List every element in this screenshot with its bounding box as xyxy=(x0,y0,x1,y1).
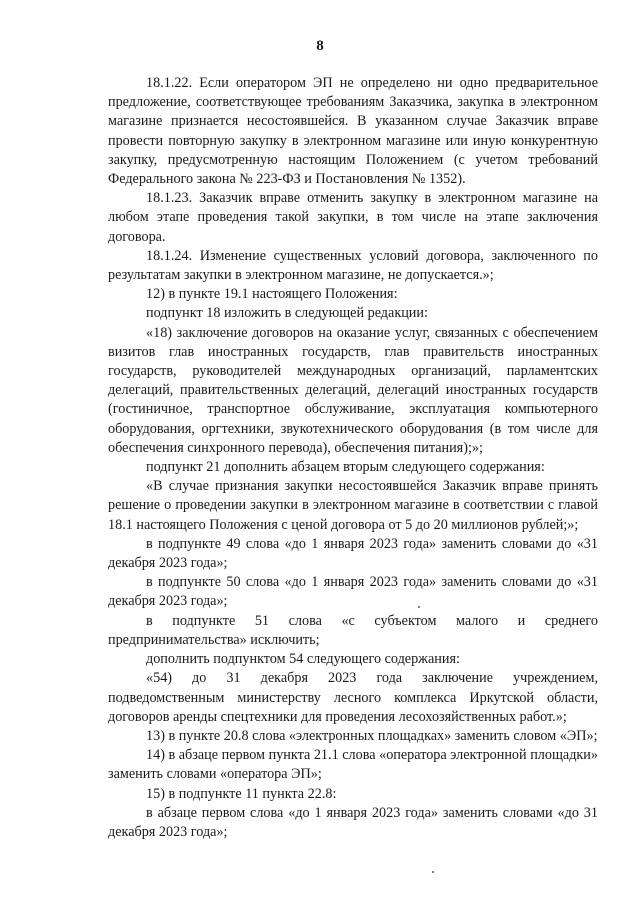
scan-speck xyxy=(432,871,434,873)
paragraph-item-14: 14) в абзаце первом пункта 21.1 слова «оператора электронной площадки» заменить словами «оператора ЭП»; xyxy=(108,747,598,783)
paragraph-subitem-50: в подпункте 50 слова «до 1 января 2023 года» заменить словами до «31 декабря 2023 года»; xyxy=(108,574,598,610)
paragraph-subitem-21-intro: подпункт 21 дополнить абзацем вторым следующего содержания: xyxy=(146,459,545,476)
paragraph-subitem-18-text: «18) заключение договоров на оказание услуг, связанных с обеспечением визитов глав иностранных государств, глав правительств иностранных государств, руководителей международных организаций, парламентских делегаций, правительственных делегаций, делегаций иностранных государств (гостиничное, транспортное обслуживание, эксплуатация компьютерного оборудования, оргтехники, звукотехнического оборудования (в том числе для обеспечения синхронного перевода), обеспечения питания);»; xyxy=(108,324,598,456)
paragraph-subitem-21-text: «В случае признания закупки несостоявшейся Заказчик вправе принять решение о проведении закупки в электронном магазине в соответствии с главой 18.1 настоящего Положения с ценой договора от 5 до 20 миллионов рублей;»; xyxy=(108,478,598,533)
paragraph-subitem-54-intro: дополнить подпунктом 54 следующего содержания: xyxy=(146,651,460,668)
paragraph-18-1-24: 18.1.24. Изменение существенных условий договора, заключенного по результатам закупки в электронном магазине, не допускается.»; xyxy=(108,247,598,284)
paragraph-item-13: 13) в пункте 20.8 слова «электронных площадках» заменить словом «ЭП»; xyxy=(146,727,598,744)
paragraph-subitem-51: в подпункте 51 слова «с субъектом малого и среднего предпринимательства» исключить; xyxy=(108,612,598,648)
paragraph-subitem-49: в подпункте 49 слова «до 1 января 2023 года» заменить словами до «31 декабря 2023 года»; xyxy=(108,535,598,572)
document-body xyxy=(108,74,598,842)
paragraph-subitem-54-text: «54) до 31 декабря 2023 года заключение учреждением, подведомственным министерству лесного комплекса Иркутской области, договоров аренды спецтехники для проведения лесохозяйственных работ.»; xyxy=(108,670,598,725)
paragraph-18-1-22: 18.1.22. Если оператором ЭП не определено ни одно предварительное предложение, соответствующее требованиям Заказчика, закупка в электронном магазине признается несостоявшейся. В указанном случае Заказчик вправе провести повторную закупку в электронном магазине или иную конкурентную закупку, предусмотренную настоящим Положением (с учетом требований Федерального закона № 223-ФЗ и Постановления № 1352). xyxy=(108,75,598,188)
paragraph-item-15: 15) в подпункте 11 пункта 22.8: xyxy=(146,785,337,802)
paragraph-subitem-18-intro: подпункт 18 изложить в следующей редакции: xyxy=(146,305,428,322)
paragraph-18-1-23: 18.1.23. Заказчик вправе отменить закупку в электронном магазине на любом этапе проведения такой закупки, в том числе на этапе заключения договора. xyxy=(108,190,598,245)
paragraph-item-15-text: в абзаце первом слова «до 1 января 2023 года» заменить словами «до 31 декабря 2023 года»; xyxy=(108,804,598,840)
paragraph-item-12: 12) в пункте 19.1 настоящего Положения: xyxy=(146,286,398,303)
scan-speck xyxy=(418,606,420,608)
page-number: 8 xyxy=(316,38,324,54)
